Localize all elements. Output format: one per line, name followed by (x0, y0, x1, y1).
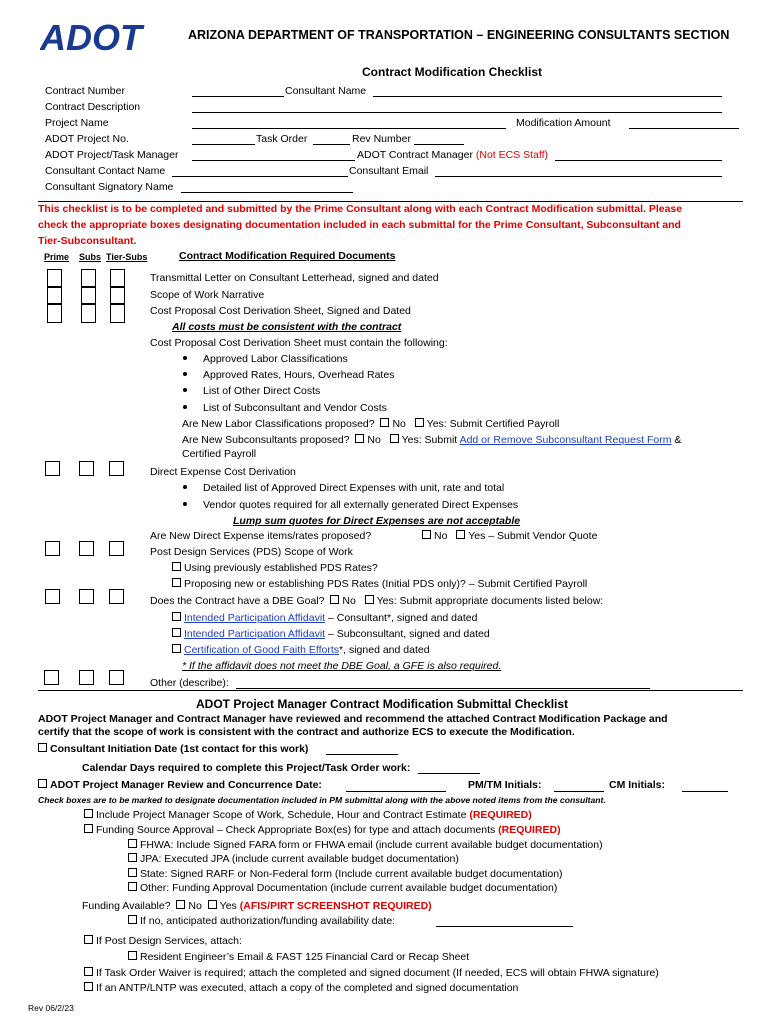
other-funding-row: Other: Funding Approval Documentation (include current available budget documentation) (128, 882, 557, 895)
prime-checkbox-other[interactable] (44, 670, 59, 685)
gfe-link[interactable]: Certification of Good Faith Efforts (184, 644, 340, 656)
bullet-detailed-list: Detailed list of Approved Direct Expenses with unit, rate and total (183, 482, 504, 495)
other-funding-checkbox[interactable] (128, 882, 137, 891)
question-dbe: Does the Contract have a DBE Goal? No Yes: Submit appropriate documents listed below: (150, 595, 604, 607)
pds-proposing-checkbox[interactable] (172, 578, 181, 587)
item-cost-proposal: Cost Proposal Cost Derivation Sheet, Signed and Dated (150, 305, 411, 317)
waiver-checkbox[interactable] (84, 967, 93, 976)
note-consistent: All costs must be consistent with the contract (172, 321, 402, 333)
funding-yes-checkbox[interactable] (208, 900, 217, 909)
subs-checkbox-cost[interactable] (81, 304, 96, 323)
item-transmittal: Transmittal Letter on Consultant Letterhead, signed and dated (150, 272, 439, 284)
item-direct-expense: Direct Expense Cost Derivation (150, 466, 296, 478)
funding-date-field[interactable] (436, 926, 573, 927)
funding-source-checkbox[interactable] (84, 824, 93, 833)
bullet-dot (183, 356, 187, 360)
antp-row: If an ANTP/LNTP was executed, attach a copy of the completed and signed documentation (84, 982, 518, 995)
direct-no-checkbox[interactable] (422, 530, 431, 539)
initiation-date-field[interactable] (326, 754, 398, 755)
initiation-checkbox[interactable] (38, 743, 47, 752)
ipa-consultant-checkbox[interactable] (172, 612, 181, 621)
subs-checkbox-dbe[interactable] (79, 589, 94, 604)
bullet-dot (183, 388, 187, 392)
dbe-yes-checkbox[interactable] (365, 595, 374, 604)
initiation-row: Consultant Initiation Date (1st contact for this work) (38, 743, 308, 755)
consultant-signatory-label: Consultant Signatory Name (45, 181, 174, 193)
pm-section-title: ADOT Project Manager Contract Modification Submittal Checklist (196, 697, 569, 711)
ipa-consultant-link[interactable]: Intended Participation Affidavit (184, 612, 326, 624)
if-no-row: If no, anticipated authorization/funding availability date: (128, 915, 395, 928)
adot-project-no-label: ADOT Project No. (45, 133, 129, 145)
project-name-label: Project Name (45, 117, 109, 129)
other-describe-field[interactable] (236, 688, 650, 689)
cm-initials-label: CM Initials: (609, 779, 666, 791)
consultant-contact-field[interactable] (172, 176, 348, 177)
ipa-subconsultant-link[interactable]: Intended Participation Affidavit (184, 628, 326, 640)
gfe-checkbox[interactable] (172, 644, 181, 653)
project-task-manager-field[interactable] (192, 160, 355, 161)
calendar-days-field[interactable] (418, 773, 480, 774)
consultant-name-field[interactable] (373, 96, 722, 97)
item-cost-must: Cost Proposal Cost Derivation Sheet must contain the following: (150, 337, 448, 349)
item-scope: Scope of Work Narrative (150, 289, 265, 301)
pm-initials-label: PM/TM Initials: (468, 779, 542, 791)
tier-checkbox-other[interactable] (109, 670, 124, 685)
prime-checkbox-transmittal[interactable] (47, 269, 62, 287)
item-pds: Post Design Services (PDS) Scope of Work (150, 546, 353, 558)
direct-yes-checkbox[interactable] (456, 530, 465, 539)
pm-intro-1: ADOT Project Manager and Contract Manager have reviewed and recommend the attached Contract Modification Package and (38, 713, 668, 725)
if-no-checkbox[interactable] (128, 915, 137, 924)
question-new-direct: Are New Direct Expense items/rates proposed? (150, 530, 372, 542)
pm-intro-2: certify that the scope of work is consistent with the contract and authorize ECS to execute the Modification. (38, 726, 575, 738)
bullet-dot (183, 485, 187, 489)
funding-available-row: Funding Available? No Yes (AFIS/PIRT SCREENSHOT REQUIRED) (82, 900, 432, 912)
tier-checkbox-cost[interactable] (110, 304, 125, 323)
contract-manager-label (357, 149, 548, 162)
pm-initials-field[interactable] (554, 791, 604, 792)
subs-checkbox-pds[interactable] (79, 541, 94, 556)
modification-amount-field[interactable] (629, 128, 739, 129)
if-pds-checkbox[interactable] (84, 935, 93, 944)
calendar-days-label: Calendar Days required to complete this Project/Task Order work: (82, 762, 411, 774)
not-ecs-staff-note: (Not ECS Staff) (475, 149, 549, 161)
bullet-sub-costs: List of Subconsultant and Vendor Costs (183, 402, 387, 415)
antp-checkbox[interactable] (84, 982, 93, 991)
pm-review-row: ADOT Project Manager Review and Concurrence Date: (38, 779, 322, 791)
project-name-field[interactable] (192, 128, 506, 129)
pds-proposing: Proposing new or establishing PDS Rates (Initial PDS only)? – Submit Certified Payroll (172, 578, 587, 591)
cm-initials-field[interactable] (682, 791, 728, 792)
state-row: State: Signed RARF or Non-Federal form (Include current available budget documentation) (128, 868, 563, 881)
consultant-contact-label: Consultant Contact Name (45, 165, 166, 177)
contract-manager-field[interactable] (555, 160, 722, 161)
project-task-manager-label: ADOT Project/Task Manager (45, 149, 179, 161)
contract-number-field[interactable] (192, 96, 284, 97)
bullet-rates: Approved Rates, Hours, Overhead Rates (183, 369, 394, 382)
revision-footer: Rev 06/2/23 (28, 1003, 74, 1013)
pds-using-checkbox[interactable] (172, 562, 181, 571)
tier-checkbox-pds[interactable] (109, 541, 124, 556)
bullet-dot (183, 502, 187, 506)
subs-checkbox-other[interactable] (79, 670, 94, 685)
add-remove-subconsultant-link[interactable]: Add or Remove Subconsultant Request Form (459, 434, 672, 446)
instructions-line-2: check the appropriate boxes designating documentation included in each submittal for the Prime Consultant, Subconsultant and (38, 219, 681, 231)
adot-logo-text: ADOT (40, 20, 142, 54)
bullet-vendor-quotes: Vendor quotes required for all externally generated Direct Expenses (183, 499, 518, 512)
prime-checkbox-dbe[interactable] (45, 589, 60, 604)
ipa-consultant: Intended Participation Affidavit – Consultant*, signed and dated (172, 612, 477, 625)
jpa-row: JPA: Executed JPA (include current available budget documentation) (128, 853, 459, 866)
modification-amount-label: Modification Amount (516, 117, 611, 129)
adot-logo (40, 20, 168, 54)
waiver-row: If Task Order Waiver is required; attach the completed and signed document (If needed, ECS will obtain FHWA signature) (84, 967, 659, 980)
contract-description-label: Contract Description (45, 101, 141, 113)
pds-using: Using previously established PDS Rates? (172, 562, 378, 575)
jpa-checkbox[interactable] (128, 853, 137, 862)
state-checkbox[interactable] (128, 868, 137, 877)
tier-checkbox-dbe[interactable] (109, 589, 124, 604)
note-lump-sum: Lump sum quotes for Direct Expenses are not acceptable (233, 515, 521, 527)
col-prime: Prime (44, 252, 70, 262)
instructions-line-3: Tier-Subconsultant. (38, 235, 137, 247)
prime-checkbox-cost[interactable] (47, 304, 62, 323)
contract-description-field[interactable] (192, 112, 722, 113)
subs-no-checkbox[interactable] (355, 434, 364, 443)
fhwa-row: FHWA: Include Signed FARA form or FHWA email (include current available budget documentation) (128, 839, 603, 852)
item-other: Other (describe): (150, 677, 229, 689)
if-pds-row: If Post Design Services, attach: (84, 935, 242, 948)
consultant-signatory-field[interactable] (181, 192, 353, 193)
pm-section-divider (38, 690, 743, 691)
certified-payroll-text: Certified Payroll (182, 448, 257, 460)
bullet-direct-costs: List of Other Direct Costs (183, 385, 320, 398)
dbe-no-checkbox[interactable] (330, 595, 339, 604)
labor-yes-checkbox[interactable] (415, 418, 424, 427)
col-required-docs: Contract Modification Required Documents (179, 250, 396, 262)
prime-checkbox-direct-expense[interactable] (45, 461, 60, 476)
adot-project-no-field[interactable] (192, 144, 255, 145)
consultant-email-field[interactable] (435, 176, 722, 177)
subs-checkbox-transmittal[interactable] (81, 269, 96, 287)
col-subs: Subs (79, 252, 102, 262)
org-title: ARIZONA DEPARTMENT OF TRANSPORTATION – ENGINEERING CONSULTANTS SECTION (188, 28, 730, 42)
col-tier-subs: Tier-Subs (106, 252, 148, 262)
task-order-label: Task Order (256, 133, 308, 145)
check-note: Check boxes are to be marked to designate documentation included in PM submittal along with the above noted items from the consultant. (38, 795, 606, 805)
form-title: Contract Modification Checklist (362, 65, 543, 79)
bullet-dot (183, 405, 187, 409)
prime-checkbox-pds[interactable] (45, 541, 60, 556)
section-divider (38, 201, 743, 202)
gfe-certification: Certification of Good Faith Efforts*, signed and dated (172, 644, 430, 657)
question-new-labor: Are New Labor Classifications proposed? No Yes: Submit Certified Payroll (182, 418, 560, 430)
tier-checkbox-scope[interactable] (110, 287, 125, 304)
pm-review-date-field[interactable] (346, 791, 446, 792)
instructions-line-1: This checklist is to be completed and submitted by the Prime Consultant along with each Contract Modification submittal. Please (38, 203, 683, 215)
labor-no-checkbox[interactable] (380, 418, 389, 427)
bullet-dot (183, 372, 187, 376)
funding-no-checkbox[interactable] (176, 900, 185, 909)
subs-checkbox-direct-expense[interactable] (79, 461, 94, 476)
prime-checkbox-scope[interactable] (47, 287, 62, 304)
ipa-subconsultant-checkbox[interactable] (172, 628, 181, 637)
question-new-subs: Are New Subconsultants proposed? No Yes: Submit Add or Remove Subconsultant Request Form & (182, 434, 682, 446)
consultant-name-label: Consultant Name (285, 85, 367, 97)
task-order-field[interactable] (313, 144, 350, 145)
subs-checkbox-scope[interactable] (81, 287, 96, 304)
ipa-subconsultant: Intended Participation Affidavit – Subconsultant, signed and dated (172, 628, 490, 641)
consultant-email-label: Consultant Email (349, 165, 429, 177)
tier-checkbox-direct-expense[interactable] (109, 461, 124, 476)
rev-number-field[interactable] (414, 144, 464, 145)
bullet-labor: Approved Labor Classifications (183, 353, 348, 366)
contract-number-label: Contract Number (45, 85, 125, 97)
subs-yes-checkbox[interactable] (390, 434, 399, 443)
fhwa-checkbox[interactable] (128, 839, 137, 848)
resident-checkbox[interactable] (128, 951, 137, 960)
pm-review-checkbox[interactable] (38, 779, 47, 788)
tier-checkbox-transmittal[interactable] (110, 269, 125, 287)
direct-no-yes: No Yes – Submit Vendor Quote (422, 530, 597, 543)
rev-number-label: Rev Number (352, 133, 411, 145)
resident-row: Resident Engineer’s Email & FAST 125 Financial Card or Recap Sheet (128, 951, 469, 964)
funding-source-row: Funding Source Approval – Check Appropriate Box(es) for type and attach documents (REQUIRED) (84, 824, 561, 837)
include-scope-row: Include Project Manager Scope of Work, Schedule, Hour and Contract Estimate (REQUIRED) (84, 809, 532, 822)
affidavit-note: * If the affidavit does not meet the DBE Goal, a GFE is also required. (182, 660, 502, 672)
include-scope-checkbox[interactable] (84, 809, 93, 818)
contract-manager-text: ADOT Contract Manager (357, 149, 473, 161)
